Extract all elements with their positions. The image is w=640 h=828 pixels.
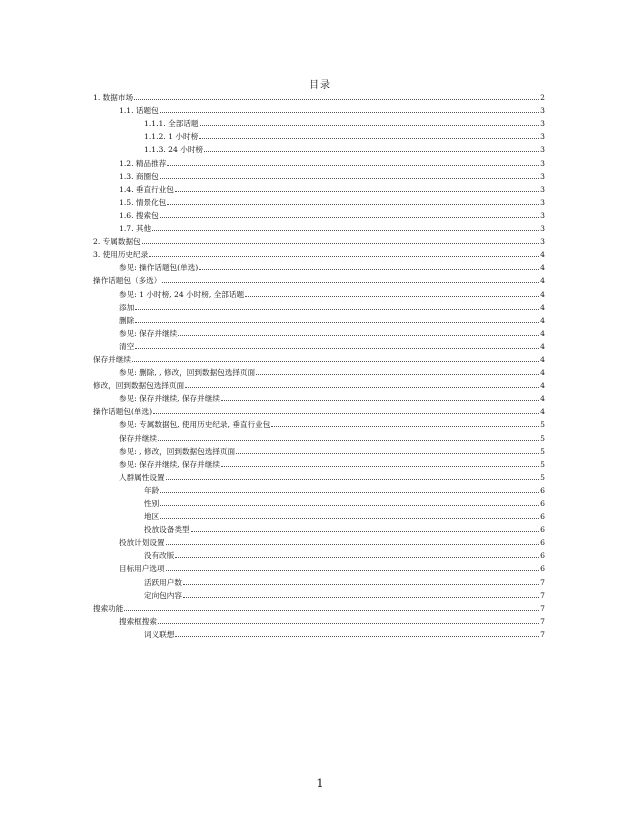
toc-entry-page-number: 7: [540, 577, 545, 587]
toc-entry[interactable]: [93, 521, 545, 534]
toc-entry-label: 1.3. 商圈包: [119, 171, 159, 181]
toc-entry-page-number: 4: [540, 394, 545, 404]
toc-entry-page-number: 4: [540, 315, 545, 325]
toc-dot-leader: [160, 178, 539, 179]
toc-entry-label: 人群属性设置: [119, 472, 165, 482]
toc-entry-page-number: 4: [540, 302, 545, 312]
toc-entry-label: 1.1.3. 24 小时榜: [144, 145, 204, 155]
toc-dot-leader: [185, 387, 539, 388]
toc-entry-label: 添加: [119, 302, 135, 312]
toc-dot-leader: [153, 413, 539, 414]
toc-entry-label: 1.2. 精品推荐: [119, 158, 167, 168]
toc-dot-leader: [135, 348, 539, 349]
toc-entry[interactable]: [93, 220, 545, 233]
toc-entry-page-number: 6: [540, 538, 545, 548]
toc-entry-page-number: 7: [540, 629, 545, 639]
table-of-contents: [93, 89, 545, 639]
toc-entry[interactable]: [93, 338, 545, 351]
toc-entry[interactable]: [93, 154, 545, 167]
toc-entry-label: 参见: 保存并继续: [119, 328, 178, 338]
toc-entry[interactable]: [93, 141, 545, 154]
toc-dot-leader: [200, 125, 540, 126]
toc-entry-page-number: 3: [540, 184, 545, 194]
toc-dot-leader: [183, 584, 539, 585]
toc-entry-page-number: 7: [540, 616, 545, 626]
toc-dot-leader: [135, 322, 539, 323]
toc-entry[interactable]: [93, 429, 545, 442]
toc-entry-page-number: 4: [540, 263, 545, 273]
toc-entry-label: 保存并继续: [93, 354, 131, 364]
toc-dot-leader: [160, 505, 539, 506]
toc-dot-leader: [132, 361, 539, 362]
toc-dot-leader: [191, 531, 540, 532]
toc-entry-label: 年龄: [144, 485, 160, 495]
toc-entry-label: 1.5. 情景化包: [119, 197, 167, 207]
toc-entry-label: 1.1. 话题包: [119, 106, 159, 116]
toc-entry-label: 参见: 1 小时榜, 24 小时榜, 全部话题: [119, 289, 245, 299]
toc-entry-label: 修改，回到数据包选择页面: [93, 381, 185, 391]
toc-entry-label: 删除: [119, 315, 135, 325]
toc-entry-page-number: 3: [540, 197, 545, 207]
toc-entry-label: 1.7. 其他: [119, 224, 152, 234]
toc-dot-leader: [199, 138, 539, 139]
toc-dot-leader: [175, 557, 539, 558]
toc-dot-leader: [236, 453, 539, 454]
toc-dot-leader: [160, 112, 539, 113]
toc-dot-leader: [178, 335, 539, 336]
toc-entry-page-number: 5: [540, 420, 545, 430]
toc-entry-page-number: 5: [540, 446, 545, 456]
toc-entry-page-number: 4: [540, 289, 545, 299]
toc-entry[interactable]: [93, 600, 545, 613]
toc-entry-label: 保存并继续: [119, 433, 157, 443]
toc-entry-label: 2. 专属数据包: [93, 237, 141, 247]
toc-dot-leader: [167, 165, 539, 166]
toc-entry[interactable]: [93, 207, 545, 220]
toc-entry[interactable]: [93, 115, 545, 128]
toc-dot-leader: [204, 151, 539, 152]
toc-entry[interactable]: [93, 573, 545, 586]
toc-entry-label: 3. 使用历史纪录: [93, 250, 149, 260]
toc-entry-label: 参见: 专属数据包, 使用历史纪录, 垂直行业包: [119, 420, 271, 430]
toc-entry-label: 目标用户选项: [119, 564, 165, 574]
toc-entry[interactable]: [93, 168, 545, 181]
toc-entry-page-number: 4: [540, 407, 545, 417]
toc-dot-leader: [166, 570, 540, 571]
toc-entry-page-number: 2: [540, 93, 545, 103]
toc-entry-label: 操作话题包（多选）: [93, 276, 162, 286]
toc-entry-page-number: 3: [540, 106, 545, 116]
toc-entry-label: 1.1.2. 1 小时榜: [144, 132, 199, 142]
toc-entry[interactable]: [93, 285, 545, 298]
toc-entry-page-number: 4: [540, 276, 545, 286]
toc-entry-page-number: 7: [540, 590, 545, 600]
toc-entry[interactable]: [93, 299, 545, 312]
toc-entry-page-number: 6: [540, 499, 545, 508]
toc-dot-leader: [160, 518, 539, 519]
toc-dot-leader: [183, 597, 539, 598]
toc-dot-leader: [271, 426, 539, 427]
toc-entry-page-number: 3: [540, 145, 545, 155]
toc-entry-label: 1.4. 垂直行业包: [119, 184, 174, 194]
toc-dot-leader: [245, 296, 539, 297]
toc-entry[interactable]: [93, 272, 545, 285]
toc-entry-label: 投放计划设置: [119, 538, 165, 548]
toc-entry[interactable]: [93, 403, 545, 416]
toc-dot-leader: [221, 400, 539, 401]
toc-entry[interactable]: [93, 181, 545, 194]
toc-entry-page-number: 4: [540, 328, 545, 338]
toc-entry-page-number: 6: [540, 525, 545, 535]
toc-dot-leader: [142, 243, 540, 244]
toc-dot-leader: [158, 623, 539, 624]
toc-dot-leader: [158, 440, 539, 441]
toc-entry-page-number: 6: [540, 564, 545, 574]
toc-entry[interactable]: [93, 469, 545, 482]
toc-entry[interactable]: [93, 534, 545, 547]
toc-entry[interactable]: [93, 259, 545, 272]
toc-entry-label: 1.6. 搜索包: [119, 210, 159, 220]
toc-dot-leader: [160, 492, 539, 493]
toc-entry-page-number: 5: [540, 472, 545, 482]
toc-entry-page-number: 6: [540, 551, 545, 561]
toc-entry-page-number: 5: [540, 459, 545, 469]
toc-entry[interactable]: [93, 416, 545, 429]
toc-dot-leader: [149, 256, 539, 257]
toc-entry-label: 操作话题包(单选): [93, 407, 153, 417]
toc-entry-page-number: 4: [540, 250, 545, 260]
toc-entry-label: 定向包内容: [144, 590, 182, 600]
toc-entry[interactable]: [93, 587, 545, 600]
toc-dot-leader: [162, 282, 539, 283]
toc-entry-label: 1. 数据市场: [93, 93, 134, 103]
toc-entry-label: 参见: 保存并继续, 保存并继续: [119, 394, 220, 404]
toc-entry[interactable]: [93, 364, 545, 377]
toc-entry[interactable]: [93, 325, 545, 338]
toc-title: 目录: [309, 80, 331, 91]
toc-dot-leader: [199, 269, 539, 270]
toc-entry-label: 清空: [119, 341, 135, 351]
toc-entry-label: 活跃用户数: [144, 577, 182, 587]
toc-entry-page-number: 4: [540, 368, 545, 378]
toc-entry-label: 参见: , 修改，回到数据包选择页面: [119, 446, 236, 456]
toc-entry-label: 搜索框搜索: [119, 616, 157, 626]
toc-entry[interactable]: [93, 495, 545, 508]
toc-dot-leader: [160, 217, 539, 218]
toc-entry-label: 地区: [144, 512, 160, 522]
toc-entry[interactable]: [93, 443, 545, 456]
toc-entry-page-number: 3: [540, 210, 545, 220]
toc-entry[interactable]: [93, 482, 545, 495]
toc-entry[interactable]: [93, 233, 545, 246]
toc-dot-leader: [135, 309, 539, 310]
toc-dot-leader: [166, 479, 540, 480]
toc-entry[interactable]: [93, 89, 545, 102]
toc-dot-leader: [166, 544, 540, 545]
toc-entry-label: 1.1.1. 全部话题: [144, 119, 199, 129]
toc-entry[interactable]: [93, 351, 545, 364]
toc-entry-page-number: 3: [540, 158, 545, 168]
toc-entry[interactable]: [93, 456, 545, 469]
toc-entry-page-number: 3: [540, 237, 545, 247]
toc-entry-page-number: 3: [540, 224, 545, 234]
toc-entry[interactable]: [93, 390, 545, 403]
page-number: 1: [316, 777, 324, 790]
toc-entry-page-number: 3: [540, 119, 545, 129]
toc-entry-label: 参见: 保存并继续, 保存并继续: [119, 459, 220, 469]
toc-dot-leader: [152, 230, 539, 231]
toc-entry-label: 参见: 操作话题包(单选): [119, 263, 199, 273]
toc-entry-label: 搜索功能: [93, 603, 124, 613]
toc-entry-label: 投放设备类型: [144, 525, 190, 535]
toc-entry-page-number: 4: [540, 341, 545, 351]
toc-entry-label: 没有改版: [144, 551, 175, 561]
toc-dot-leader: [124, 610, 539, 611]
toc-entry[interactable]: [93, 560, 545, 573]
toc-entry-label: 词义联想: [144, 629, 175, 639]
toc-entry[interactable]: [93, 102, 545, 115]
toc-entry[interactable]: [93, 194, 545, 207]
toc-dot-leader: [221, 466, 539, 467]
toc-entry[interactable]: [93, 128, 545, 141]
toc-dot-leader: [256, 374, 539, 375]
toc-entry-page-number: 4: [540, 381, 545, 391]
toc-entry-label: 性别: [144, 499, 160, 508]
toc-entry[interactable]: [93, 377, 545, 390]
toc-dot-leader: [134, 99, 539, 100]
toc-entry-page-number: 6: [540, 512, 545, 522]
toc-dot-leader: [167, 204, 539, 205]
toc-entry-page-number: 4: [540, 354, 545, 364]
toc-entry-page-number: 7: [540, 603, 545, 613]
toc-entry-page-number: 3: [540, 132, 545, 142]
toc-dot-leader: [175, 191, 539, 192]
toc-entry[interactable]: [93, 547, 545, 560]
toc-entry-page-number: 6: [540, 485, 545, 495]
toc-entry[interactable]: [93, 626, 545, 639]
toc-dot-leader: [175, 636, 539, 637]
toc-entry[interactable]: [93, 312, 545, 325]
toc-entry[interactable]: [93, 246, 545, 259]
toc-entry[interactable]: [93, 508, 545, 521]
toc-entry-page-number: 5: [540, 433, 545, 443]
toc-entry[interactable]: [93, 613, 545, 626]
toc-entry-label: 参见: 删除, , 修改，回到数据包选择页面: [119, 368, 256, 378]
toc-entry-page-number: 3: [540, 171, 545, 181]
